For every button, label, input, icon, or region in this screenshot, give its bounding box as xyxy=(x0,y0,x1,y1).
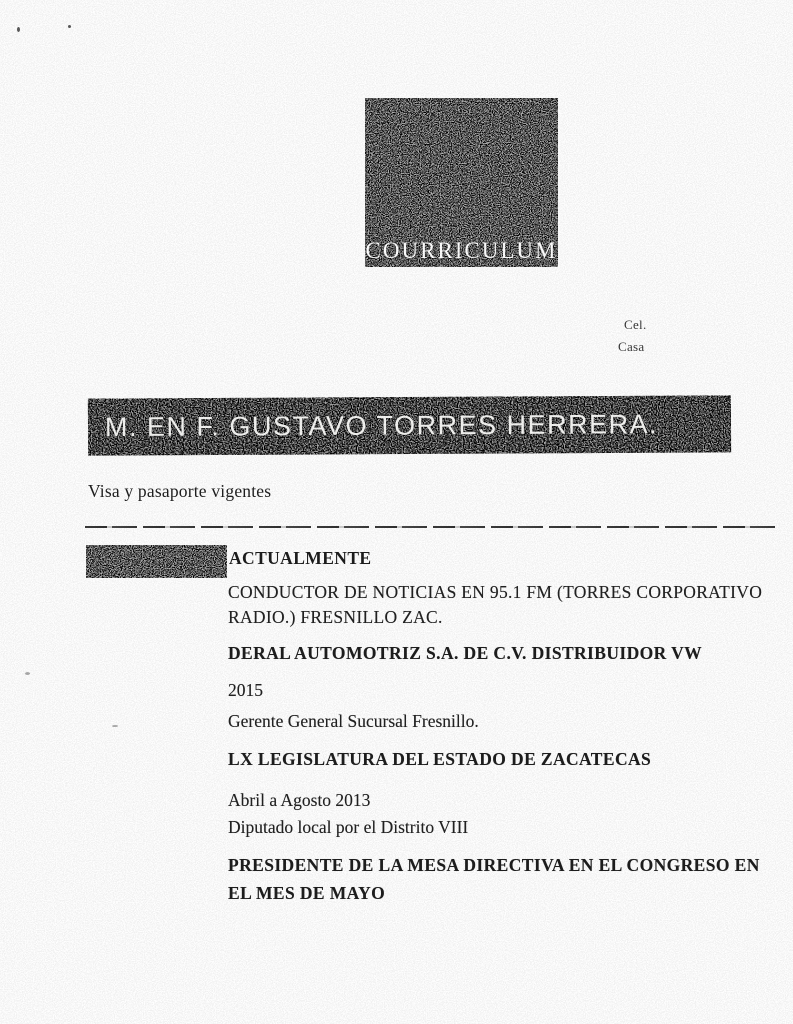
entry-line: 2015 xyxy=(228,680,263,700)
entry-line: LX LEGISLATURA DEL ESTADO DE ZACATECAS xyxy=(228,749,652,769)
scan-speck xyxy=(25,672,30,675)
entry-line: CONDUCTOR DE NOTICIAS EN 95.1 FM (TORRES CORPORATIVO xyxy=(228,582,763,602)
entry-line: EL MES DE MAYO xyxy=(228,883,386,903)
photo-redaction-block xyxy=(365,98,558,267)
visa-passport-line: Visa y pasaporte vigentes xyxy=(88,481,272,501)
entry-line: Gerente General Sucursal Fresnillo. xyxy=(228,711,479,731)
contact-cel-label: Cel. xyxy=(624,317,647,332)
scan-speck xyxy=(68,25,71,28)
noise-texture xyxy=(86,545,227,578)
section-heading: ACTUALMENTE xyxy=(229,548,372,568)
photo-caption: COURRICULUM xyxy=(365,238,558,263)
section-redaction-block xyxy=(86,545,227,578)
person-name: M. EN F. GUSTAVO TORRES HERRERA. xyxy=(104,408,659,442)
separator-line xyxy=(85,526,777,528)
entry-line: Abril a Agosto 2013 xyxy=(228,790,371,810)
entry-line: RADIO.) FRESNILLO ZAC. xyxy=(228,607,443,627)
contact-casa-label: Casa xyxy=(618,339,645,354)
name-banner xyxy=(88,395,731,455)
scan-speck xyxy=(17,27,20,32)
entry-line: DERAL AUTOMOTRIZ S.A. DE C.V. DISTRIBUIDOR VW xyxy=(228,643,703,663)
entry-line: Diputado local por el Distrito VIII xyxy=(228,817,469,837)
entry-line: PRESIDENTE DE LA MESA DIRECTIVA EN EL CONGRESO EN xyxy=(228,855,760,875)
scan-speck xyxy=(112,725,118,727)
